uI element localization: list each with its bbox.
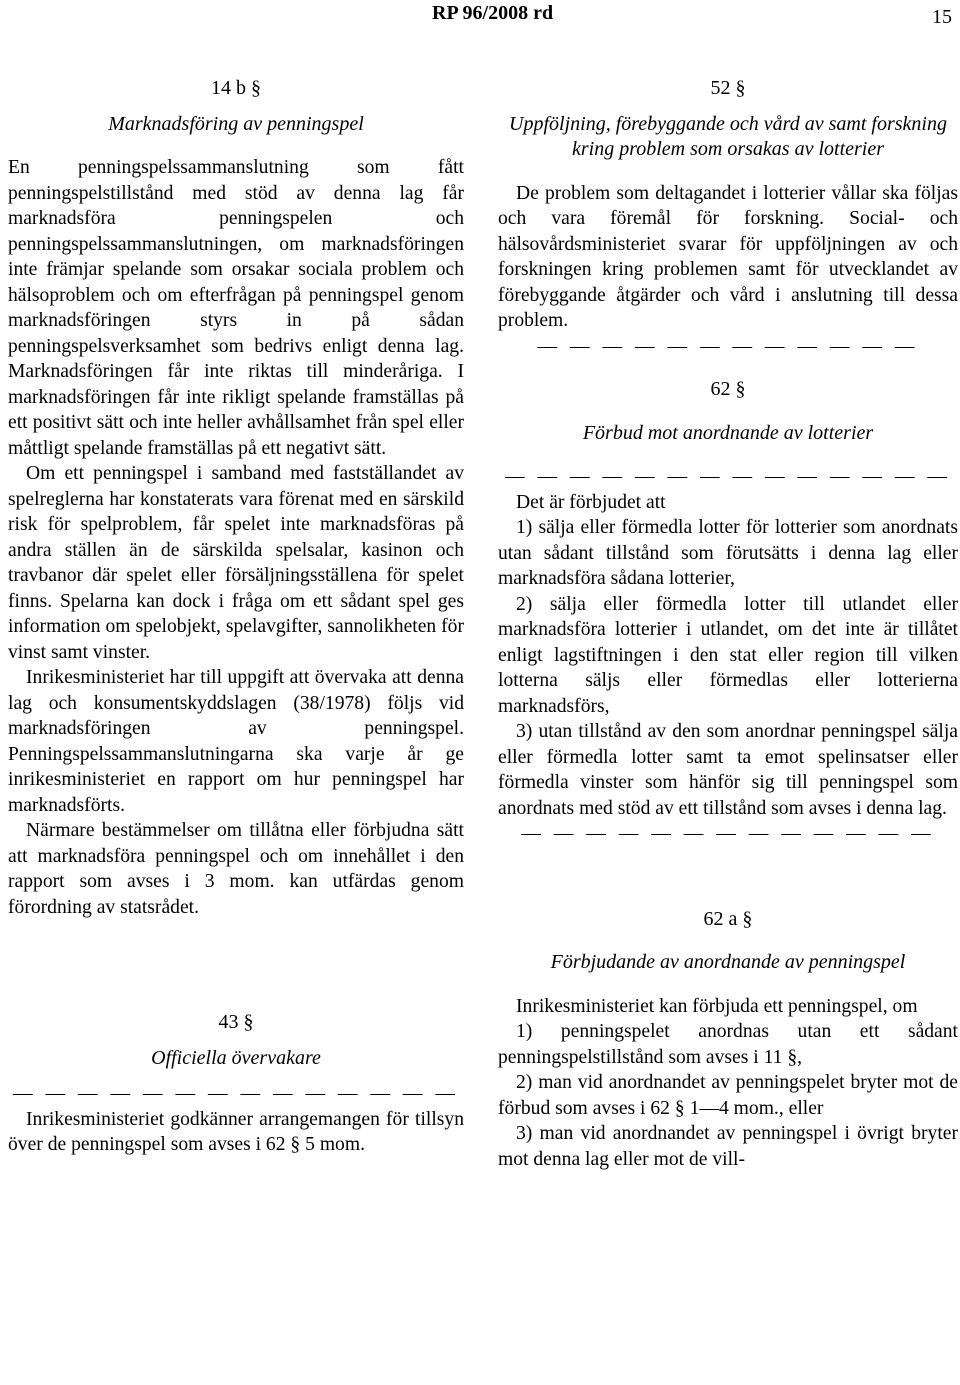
paragraph: Om ett penningspel i samband med fastställandet av spelreglerna har konstaterats vara förenat med en särskild risk för spelproblem, får spelet inte marknadsföras på andra ställen än de särskilda spelsalar, kasinon och travbanor där spelet eller försäljningsställena för spelet finns. Spelarna kan dock i fråga om ett sådant spel ges information om spelobjekt, spelavgifter, sannolikheten för vinst samt vinster. (8, 463, 464, 663)
section-heading: 62 a § (703, 907, 753, 930)
paragraph: Inrikesministeriet godkänner arrangemangen för tillsyn över de penningspel som avses i 62 § 5 mom. (8, 1108, 464, 1155)
section-62a (498, 907, 958, 1173)
page-number: 15 (932, 6, 952, 28)
paragraph: Inrikesministeriet har till uppgift att övervaka att denna lag och konsumentskyddslagen (38/1978) följs vid marknadsföringen av penningspel. Penningspelssammanslutningarna ska varje år ge inrikesministeriet en rapport om hur penningspel har marknadsförts. (8, 667, 464, 816)
paragraph: 2) sälja eller förmedla lotter till utlandet eller marknadsföra lotterier i utlandet, om det inte är tillåtet enligt lagstiftningen i den stat eller region till vilken lotterna säljs eller förmedlas eller lotterierna marknadsförs, (498, 593, 958, 717)
document-header: RP 96/2008 rd (432, 2, 554, 24)
paragraph: 1) penningspelet anordnas utan ett sådant penningspelstillstånd som avses i 11 §, (498, 1021, 958, 1068)
section-43 (8, 1010, 464, 1158)
paragraph: Närmare bestämmelser om tillåtna eller förbjudna sätt att marknadsföra penningspel och om innehållet i den rapport som avses i 3 mom. kan utfärdas genom förordning av statsrådet. (8, 820, 464, 918)
paragraph: 2) man vid anordnandet av penningspelet bryter mot de förbud som avses i 62 § 1—4 mom., eller (498, 1072, 958, 1119)
section-title: Förbjudande av anordnande av penningspel (550, 951, 906, 973)
paragraph: En penningspelssammanslutning som fått penningspelstillstånd med stöd av denna lag får marknadsföra penningspelen och penningspelssammanslutningen, om marknadsföringen inte främjar spelande som orsakar sociala problem och hälsoproblem och om efterfrågan på penningspel genom marknadsföringen styrs in på sådan penningspelsverksamhet som bedrivs enligt denna lag. Marknadsföringen får inte riktas till minderåriga. I marknadsföringen får inte rikligt spelande framställas på ett positivt sätt och inte heller avhållsamhet från spel eller måttligt spelande framställas på ett negativt sätt. (8, 157, 464, 459)
paragraph: De problem som deltagandet i lotterier vållar ska följas och vara föremål för forskning. Social- och hälsovårdsministeriet svarar för uppföljningen av och forskningen kring problemen samt för utvecklandet av förebyggande åtgärder och vård i anslutning till dessa problem. (498, 182, 958, 331)
section-title: Uppföljning, förebyggande och vård av samt forskning kring problem som orsakas av lotterier (509, 112, 947, 160)
section-title: Förbud mot anordnande av lotterier (582, 421, 874, 444)
section-heading: 52 § (710, 77, 746, 99)
omission-dashes: — — — — — — — — — — — — (537, 335, 919, 357)
omission-dashes: — — — — — — — — — — — — — — (505, 466, 951, 487)
section-title: Marknadsföring av penningspel (108, 112, 364, 135)
omission-dashes: — — — — — — — — — — — — — (521, 823, 935, 844)
section-heading: 43 § (218, 1011, 254, 1033)
paragraph: Inrikesministeriet kan förbjuda ett penningspel, om (516, 995, 918, 1017)
section-heading: 14 b § (211, 77, 261, 99)
paragraph: 3) utan tillstånd av den som anordnar penningspel sälja eller förmedla lotter samt ta emot spelinsatser eller förmedla vinster som hänför sig till penningspel som anordnats med stöd av ett tillstånd som avses i denna lag. (498, 721, 958, 819)
paragraph: 3) man vid anordnandet av penningspel i övrigt bryter mot denna lag eller mot de vill- (498, 1123, 958, 1170)
section-heading: 62 § (710, 378, 746, 400)
paragraph: Det är förbjudet att (516, 491, 666, 513)
right-column (498, 76, 958, 1172)
paragraph: 1) sälja eller förmedla lotter för lotterier som anordnats utan sådant tillstånd som förutsätts i denna lag eller marknadsföra sådana lotterier, (498, 517, 958, 589)
left-column (8, 76, 464, 1158)
section-52 (498, 76, 958, 359)
section-title: Officiella övervakare (151, 1046, 321, 1069)
section-14b (8, 76, 464, 920)
section-62 (498, 377, 958, 847)
omission-dashes: — — — — — — — — — — — — — — (13, 1083, 459, 1104)
